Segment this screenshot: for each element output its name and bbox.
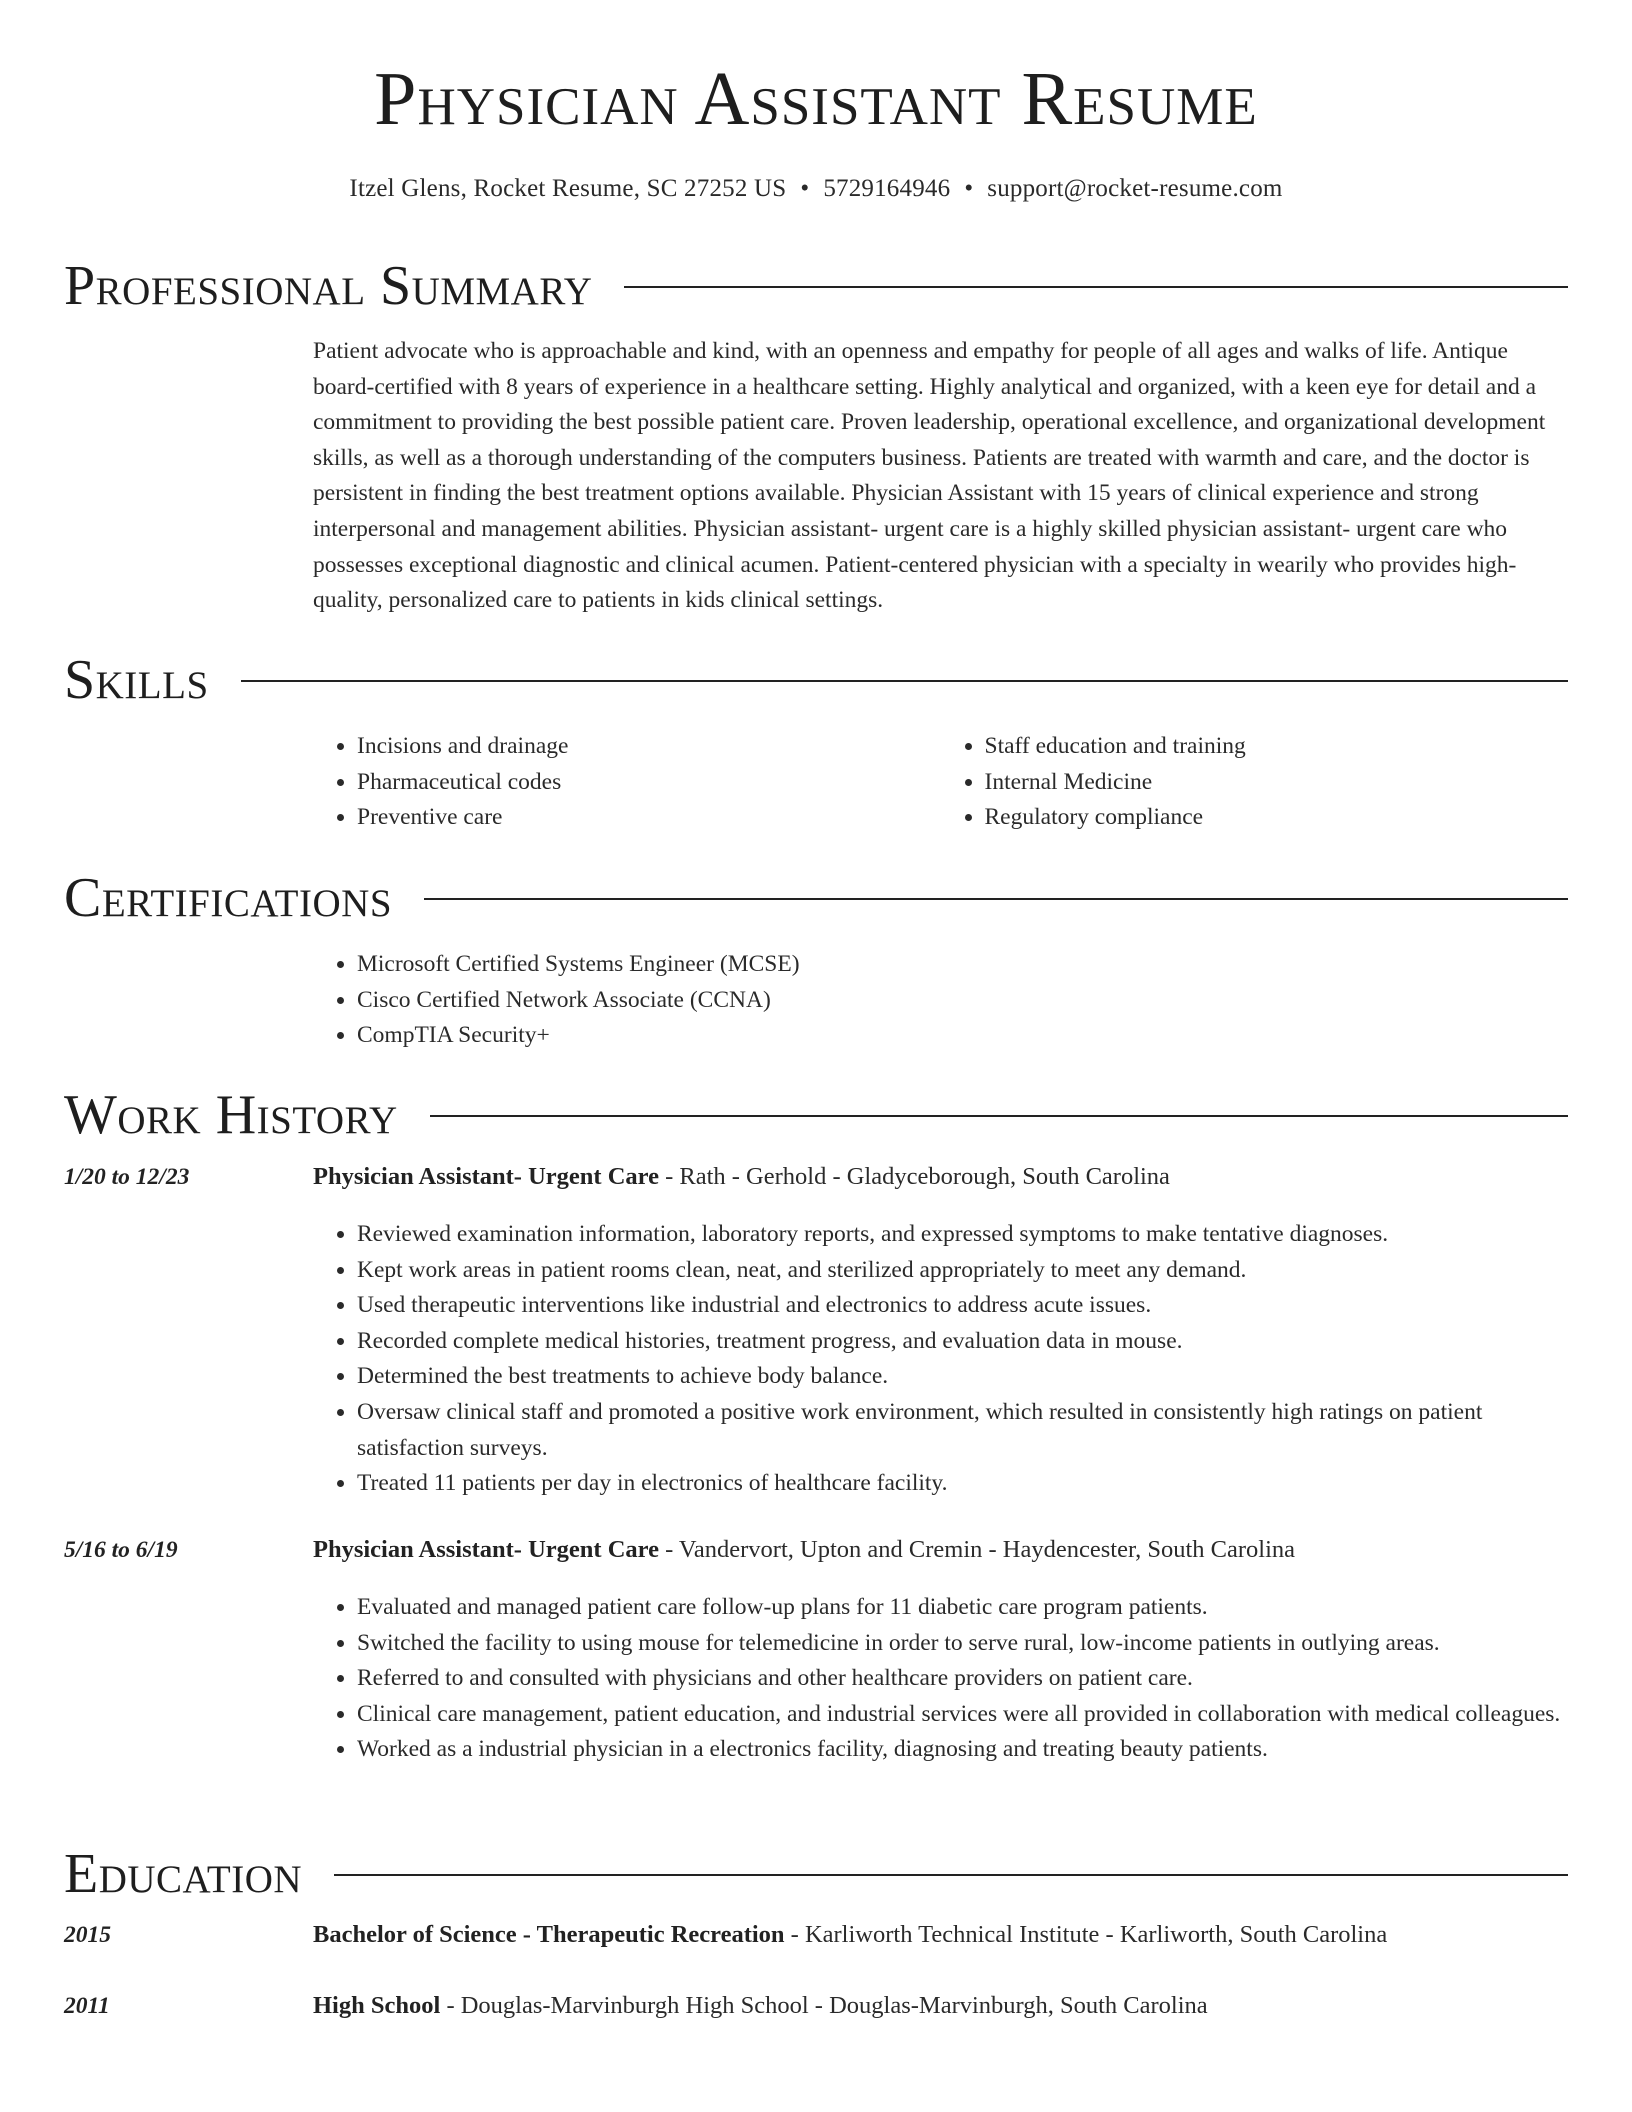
section-divider — [334, 1874, 1568, 1876]
job-title: Physician Assistant- Urgent Care — [313, 1163, 659, 1190]
job-title: Physician Assistant- Urgent Care — [313, 1536, 659, 1563]
contact-separator: • — [800, 175, 810, 202]
contact-line — [0, 175, 1632, 203]
certification-item: • Cisco Certified Network Associate (CCNA) — [357, 983, 1568, 1019]
skills-section-header — [64, 649, 1568, 711]
contact-email[interactable]: support@rocket-resume.com — [987, 175, 1283, 202]
section-divider — [430, 1115, 1568, 1117]
job-header — [313, 1163, 1568, 1191]
education-degree: High School — [313, 1992, 441, 2019]
summary-heading: Professional Summary — [64, 255, 593, 317]
certifications-section-header — [64, 867, 1568, 929]
job-bullet: • Switched the facility to using mouse for telemedicine in order to serve rural, low-income patients in outlying areas. — [357, 1626, 1568, 1662]
education-entry — [313, 1992, 1568, 2020]
job-bullet: • Worked as a industrial physician in a electronics facility, diagnosing and treating beauty patients. — [357, 1732, 1568, 1768]
skills-list — [313, 729, 1568, 836]
skills-column-left — [313, 729, 941, 836]
skill-item: • Internal Medicine — [985, 765, 1569, 801]
job-details: - Rath - Gerhold - Gladyceborough, South Carolina — [658, 1163, 1170, 1190]
summary-block — [313, 334, 1568, 619]
job-bullet: • Determined the best treatments to achieve body balance. — [357, 1359, 1568, 1395]
education-heading: Education — [64, 1843, 303, 1905]
job-details: - Vandervort, Upton and Cremin - Haydencester, South Carolina — [658, 1536, 1296, 1563]
skills-heading: Skills — [64, 649, 209, 711]
work-heading: Work History — [64, 1084, 398, 1146]
resume-title: Physician Assistant Resume — [374, 57, 1258, 141]
skill-item: • Pharmaceutical codes — [357, 765, 941, 801]
job-dates: 5/16 to 6/19 — [64, 1537, 178, 1563]
section-divider — [241, 680, 1568, 682]
job-header — [313, 1536, 1568, 1564]
work-section-header — [64, 1084, 1568, 1146]
education-details: - Karliworth Technical Institute - Karliworth, South Carolina — [784, 1921, 1388, 1948]
contact-address: Itzel Glens, Rocket Resume, SC 27252 US — [349, 175, 787, 202]
job-bullet: • Recorded complete medical histories, treatment progress, and evaluation data in mouse. — [357, 1324, 1568, 1360]
education-section-header — [64, 1843, 1568, 1905]
skill-item: • Regulatory compliance — [985, 800, 1569, 836]
certifications-heading: Certifications — [64, 867, 393, 929]
summary-section-header — [64, 255, 1568, 317]
education-degree: Bachelor of Science - Therapeutic Recreation — [313, 1921, 785, 1948]
summary-text: Patient advocate who is approachable and kind, with an openness and empathy for people of all ages and walks of life. Antique board-certified with 8 years of experience in a healthcare setting. Highly analytical and organized, with a keen eye for detail and a commitment to providing the best possible patient care. Proven leadership, operational excellence, and organizational development skills, as well as a thorough understanding of the computers business. Patients are treated with warmth and care, and the doctor is persistent in finding the best treatment options available. Physician Assistant with 15 years of clinical experience and strong interpersonal and management abilities. Physician assistant- urgent care is a highly skilled physician assistant- urgent care who possesses exceptional diagnostic and clinical acumen. Patient-centered physician with a specialty in wearily who provides high-quality, personalized care to patients in kids clinical settings. — [313, 338, 1546, 614]
section-divider — [624, 286, 1568, 288]
job-bullet: • Oversaw clinical staff and promoted a positive work environment, which resulted in consistently high ratings on patient satisfaction surveys. — [357, 1395, 1568, 1466]
job-bullet: • Clinical care management, patient education, and industrial services were all provided in collaboration with medical colleagues. — [357, 1697, 1568, 1733]
education-entry — [313, 1921, 1568, 1949]
skills-column-right — [941, 729, 1569, 836]
job-dates: 1/20 to 12/23 — [64, 1164, 190, 1190]
contact-phone[interactable]: 5729164946 — [823, 175, 951, 202]
skill-item: • Staff education and training — [985, 729, 1569, 765]
job-bullets — [313, 1217, 1568, 1502]
skill-item: • Incisions and drainage — [357, 729, 941, 765]
skill-item: • Preventive care — [357, 800, 941, 836]
education-year: 2015 — [64, 1922, 111, 1948]
job-bullet: • Reviewed examination information, laboratory reports, and expressed symptoms to make tentative diagnoses. — [357, 1217, 1568, 1253]
job-bullets — [313, 1590, 1568, 1768]
job-bullet: • Referred to and consulted with physicians and other healthcare providers on patient care. — [357, 1661, 1568, 1697]
certifications-list — [313, 947, 1568, 1054]
section-divider — [424, 898, 1568, 900]
contact-separator: • — [964, 175, 974, 202]
job-bullet: • Evaluated and managed patient care follow-up plans for 11 diabetic care program patients. — [357, 1590, 1568, 1626]
job-bullet: • Kept work areas in patient rooms clean, neat, and sterilized appropriately to meet any demand. — [357, 1253, 1568, 1289]
certification-item: • CompTIA Security+ — [357, 1018, 1568, 1054]
certification-item: • Microsoft Certified Systems Engineer (MCSE) — [357, 947, 1568, 983]
job-bullet: • Used therapeutic interventions like industrial and electronics to address acute issues. — [357, 1288, 1568, 1324]
job-bullet: • Treated 11 patients per day in electronics of healthcare facility. — [357, 1466, 1568, 1502]
education-year: 2011 — [64, 1993, 110, 2019]
education-details: - Douglas-Marvinburgh High School - Douglas-Marvinburgh, South Carolina — [440, 1992, 1208, 2019]
